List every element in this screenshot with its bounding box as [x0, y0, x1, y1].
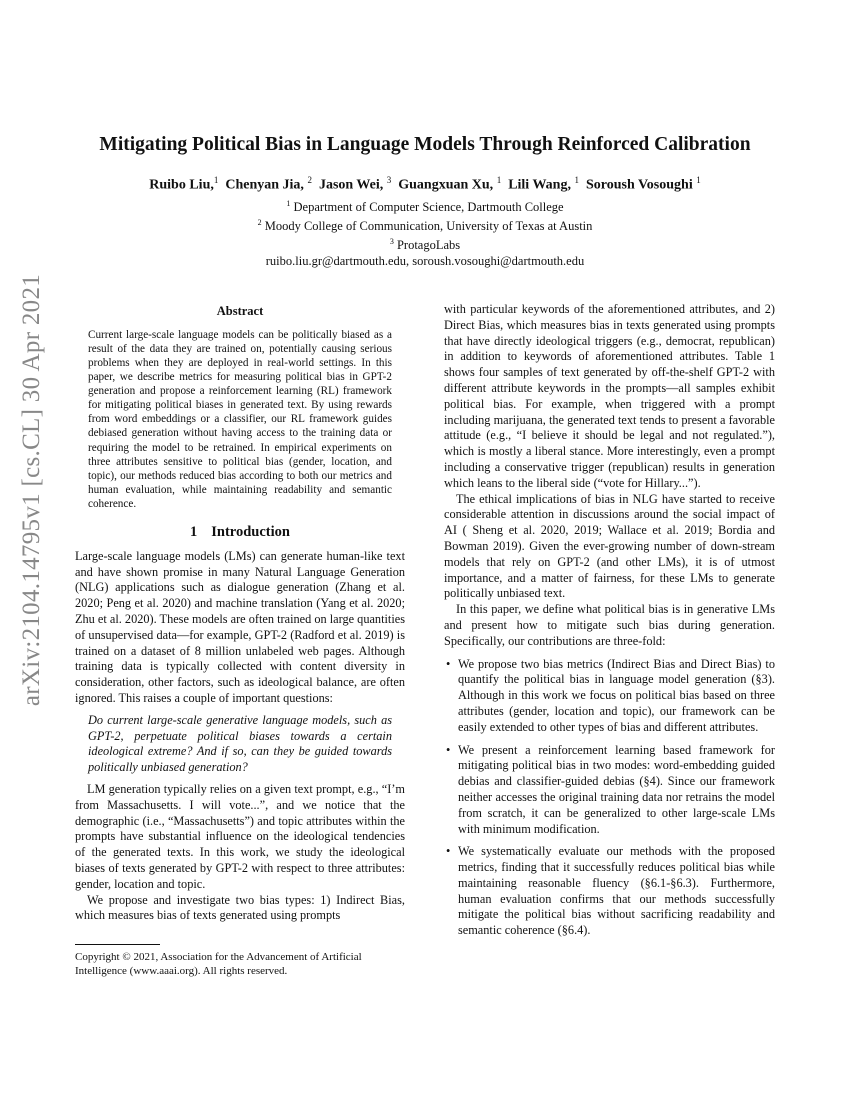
- affiliation-text: ProtagoLabs: [396, 238, 461, 253]
- section-number: 1: [190, 524, 198, 541]
- affiliation: [75, 196, 775, 215]
- research-question: Do current large-scale generative language models, such as GPT-2, perpetuate political biases towards a certain ideological extreme? And if so, can they be guided towards politically unbiased generation?: [88, 712, 392, 775]
- arxiv-stamp: [12, 273, 52, 707]
- contributions-list: [444, 657, 775, 940]
- affiliation-text: Department of Computer Science, Dartmouth College: [293, 200, 564, 215]
- paragraph: We propose and investigate two bias types: 1) Indirect Bias, which measures bias of texts generated using prompts: [75, 892, 405, 923]
- arxiv-stamp-text: arXiv:2104.14795v1 [cs.CL] 30 Apr 2021: [18, 273, 45, 707]
- author-affil-mark: 1: [574, 175, 579, 185]
- list-item: • We present a reinforcement learning based framework for mitigating political bias in two modes: word-embedding guided debias and classifier-guided debias (§4). Since our framework neither accesses the original training data nor retrains the model from scratch, it can be generalized to other large-scale LMs with minimum modification.: [444, 743, 775, 838]
- author-affil-mark: 1: [696, 175, 701, 185]
- paragraph: with particular keywords of the aforementioned attributes, and 2) Direct Bias, which measures bias in texts generated using prompts that have directly ideological triggers (e.g., democrat, republican) in addition to keywords of aforementioned attributes. Table 1 shows four samples of text generated by off-the-shelf GPT-2 with different attribute keywords in the prompts—all samples exhibit political bias. For example, when triggered with a prompt including marijuana, the generated text tends to present a favorable attitude (e.g., “I believe it should be legal and not regulated.”), which is mostly a liberal stance. More interestingly, even a prompt including a conservative trigger (republican) results in generation which leans to the liberal side (“vote for Hillary...”).: [444, 302, 775, 490]
- list-item: • We systematically evaluate our methods with the proposed metrics, finding that it successfully reduces political bias while maintaining reasonable fluency (§6.1-§6.3). Furthermore, human evaluation confirms that our methods successfully mitigate the political bias without sacrificing readability and semantic coherence (§6.4).: [444, 844, 775, 939]
- footnote-rule: [75, 944, 160, 945]
- affil-mark: 2: [257, 218, 262, 228]
- affil-mark: 3: [389, 237, 394, 247]
- left-column: [75, 304, 405, 924]
- author: Chenyan Jia,: [225, 177, 304, 193]
- author-affil-mark: 1: [496, 175, 502, 185]
- author: Lili Wang,: [508, 177, 571, 193]
- author-affil-mark: 2: [307, 175, 312, 185]
- abstract-heading: Abstract: [216, 304, 264, 318]
- affiliation: [75, 234, 775, 253]
- paragraph: Large-scale language models (LMs) can generate human-like text and have shown promise in many Natural Language Generation (NLG) applications such as dialogue generation (Zhang et al. 2020; Peng et al. 2020) and machine translation (Yang et al. 2020; Zhu et al. 2020). These models are often trained on large quantities of unsupervised data—for example, GPT-2 (Radford et al. 2019) is trained on a dataset of 8 million unlabeled web pages. Although training data is typically collected with content diversity in consideration, other factors, such as ideological balance, are often ignored. This raises a couple of important questions:: [75, 548, 405, 705]
- author-emails: ruibo.liu.gr@dartmouth.edu, soroush.vosoughi@dartmouth.edu: [265, 254, 585, 269]
- affiliation: [75, 215, 775, 234]
- author: Guangxuan Xu,: [398, 177, 494, 193]
- paper-title: Mitigating Political Bias in Language Models Through Reinforced Calibration: [99, 134, 751, 155]
- author: Ruibo Liu,: [149, 177, 214, 193]
- author-list: [75, 175, 775, 194]
- paragraph: The ethical implications of bias in NLG have started to receive considerable attention in discussions around the social impact of AI ( Sheng et al. 2020, 2019; Wallace et al. 2019; Bordia and Bowman 2019). Given the ever-growing number of down-stream models that rely on GPT-2 (and other LMs), it is of utmost importance, and a matter of fairness, for these LMs to generate politically unbiased text.: [444, 491, 775, 601]
- right-column: [444, 302, 775, 939]
- list-item: • We propose two bias metrics (Indirect Bias and Direct Bias) to quantify the political bias in language model generation (§3). Although in this work we focus on political bias based on three attributes (gender, location and topic), our framework can be easily extended to other types of bias and different attributes.: [444, 657, 775, 736]
- author: Jason Wei,: [318, 177, 384, 193]
- abstract-text: Current large-scale language models can be politically biased as a result of the data they are trained on, potentially causing serious problems when they are deployed in real-world settings. In this paper, we describe metrics for measuring political bias in GPT-2 generation and propose a reinforcement learning (RL) framework for mitigating political biases in generated text. By using rewards from word embeddings or a classifier, our RL framework guides debiased generation without having access to the training data or requiring the model to be retrained. In empirical experiments on three attributes sensitive to political bias (gender, location, and topic), our methods reduced bias according to both our metrics and human evaluation, while maintaining readability and semantic coherence.: [88, 328, 392, 510]
- paragraph: LM generation typically relies on a given text prompt, e.g., “I’m from Massachusetts. I will vote...”, and we notice that the demographic (i.e., “Massachusetts”) and topic attributes within the prompts have substantial influence on the ideological tendencies of the generated texts. In this work, we study the ideological biases of texts generated by GPT-2 with respect to three attributes: gender, location and topic.: [75, 781, 405, 891]
- section-title: Introduction: [211, 524, 290, 541]
- paragraph: In this paper, we define what political bias is in generative LMs and present how to mitigate such bias during generation. Specifically, our contributions are three-fold:: [444, 602, 775, 648]
- author: Soroush Vosoughi: [585, 177, 693, 193]
- affiliations: [75, 196, 775, 269]
- author-affil-mark: 3: [386, 175, 392, 185]
- copyright-footnote: Copyright © 2021, Association for the Advancement of Artificial Intelligence (www.aaai.org). All rights reserved.: [75, 951, 362, 977]
- section-heading: [75, 525, 405, 541]
- author-affil-mark: 1: [213, 175, 219, 185]
- affiliation-text: Moody College of Communication, University of Texas at Austin: [264, 219, 593, 234]
- affil-mark: 1: [286, 199, 291, 208]
